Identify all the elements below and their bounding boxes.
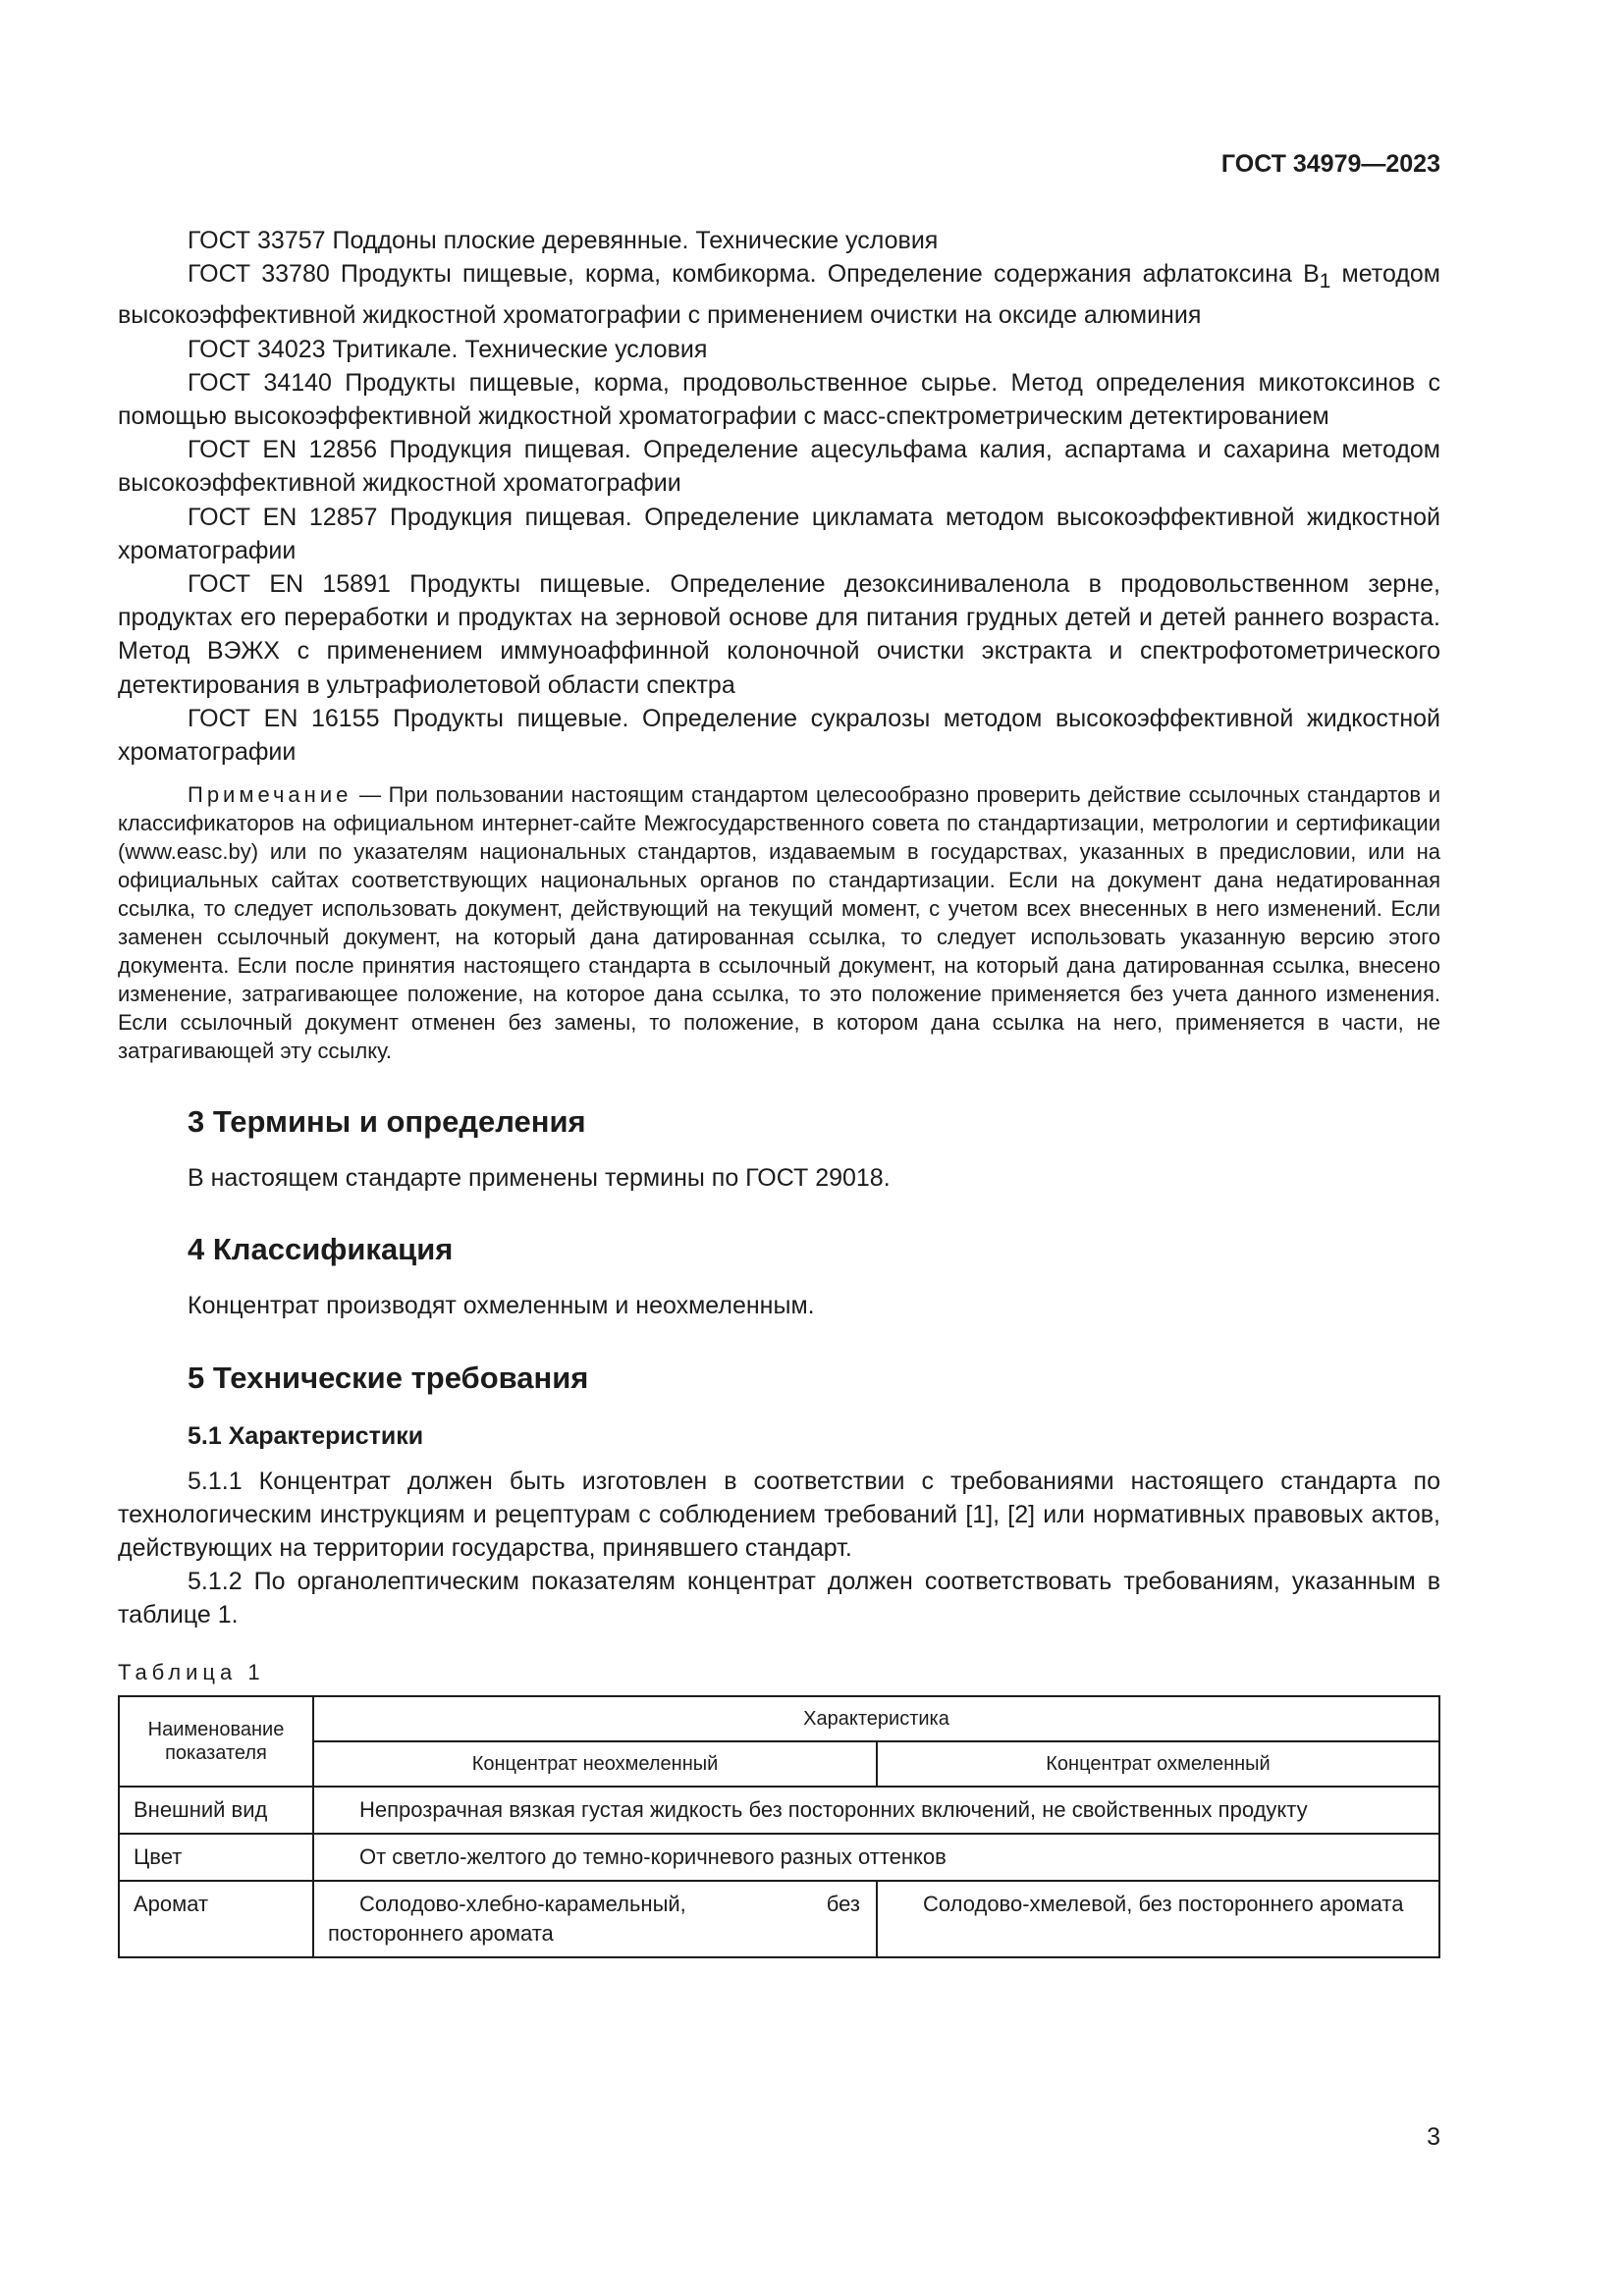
table-header-row [119, 1696, 1439, 1741]
reference-gost-en-12857: ГОСТ EN 12857 Продукция пищевая. Определение цикламата методом высокоэффективной жидкостной хроматографии [118, 503, 1440, 564]
section-3-heading: 3 Термины и определения [188, 1104, 586, 1140]
note-text: — При пользовании настоящим стандартом целесообразно проверить действие ссылочных стандартов и классификаторов на официальном интернет-сайте Межгосударственного совета по стандартизации, метрологии и сертификации (www.easc.by) или по указателям национальных стандартов, издаваемым в государствах, указанных в предисловии, или на официальных сайтах соответствующих национальных органов по стандартизации. Если на документ дана недатированная ссылка, то следует использовать документ, действующий на текущий момент, с учетом всех внесенных в него изменений. Если заменен ссылочный документ, на который дана датированная ссылка, то следует использовать указанную версию этого документа. Если после принятия настоящего стандарта в ссылочный документ, на который дана датированная ссылка, внесено изменение, затрагивающее положение, на которое дана ссылка, то это положение применяется без учета данного изменения. Если ссылочный документ отменен без замены, то положение, в котором дана ссылка на него, применяется в части, не затрагивающей эту ссылку. [118, 782, 1440, 1064]
subscript-index: 1 [1319, 270, 1331, 294]
table-row [119, 1787, 1439, 1834]
row-value-color: От светло-желтого до темно-коричневого разных оттенков [313, 1834, 1439, 1881]
reference-gost-en-15891: ГОСТ EN 15891 Продукты пищевые. Определение дезоксиниваленола в продовольственном зерне, продуктах его переработки и продуктах на зерновой основе для питания грудных детей и детей раннего возраста. Метод ВЭЖХ с применением иммуноаффинной колоночной очистки экстракта и спектрофотометрического детектирования в ультрафиолетовой области спектра [118, 570, 1440, 699]
table-head-unhopped: Концентрат неохмеленный [313, 1741, 877, 1787]
reference-gost-en-12856: ГОСТ EN 12856 Продукция пищевая. Определение ацесульфама калия, аспартама и сахарина методом высокоэффективной жидкостной хроматографии [118, 436, 1440, 498]
note-paragraph [118, 780, 1440, 1065]
page-content [118, 224, 1440, 1958]
table-caption: Таблица 1 [118, 1659, 265, 1684]
row-label-appearance: Внешний вид [119, 1787, 313, 1834]
reference-gost-34140: ГОСТ 34140 Продукты пищевые, корма, продовольственное сырье. Метод определения микотоксинов с помощью высокоэффективной жидкостной хроматографии с масс-спектрометрическим детектированием [118, 368, 1440, 431]
table-row [119, 1834, 1439, 1881]
paragraph-5-1-1: 5.1.1 Концентрат должен быть изготовлен в соответствии с требованиями настоящего стандарта по технологическим инструкциям и рецептурам с соблюдением требований [1], [2] или нормативных правовых актов, действующих на территории государства, принявшего стандарт. [118, 1467, 1440, 1563]
table-row [119, 1881, 1439, 1957]
table-1 [118, 1695, 1440, 1958]
section-3-text: В настоящем стандарте применены термины по ГОСТ 29018. [188, 1164, 891, 1193]
reference-gost-34023: ГОСТ 34023 Тритикале. Технические условия [188, 335, 708, 363]
reference-gost-33757: ГОСТ 33757 Поддоны плоские деревянные. Технические условия [188, 227, 939, 254]
reference-gost-en-16155: ГОСТ EN 16155 Продукты пищевые. Определение сукралозы методом высокоэффективной жидкостной хроматографии [118, 704, 1440, 767]
document-id-header: ГОСТ 34979—2023 [1220, 150, 1440, 178]
row-label-aroma: Аромат [119, 1881, 313, 1957]
table-head-hopped: Концентрат охмеленный [877, 1741, 1439, 1787]
row-value-appearance: Непрозрачная вязкая густая жидкость без посторонних включений, не свойственных продукту [313, 1787, 1439, 1834]
section-4-heading: 4 Классификация [188, 1232, 454, 1267]
section-5-heading: 5 Технические требования [188, 1360, 589, 1395]
note-label: Примечание [188, 782, 352, 808]
row-value-aroma-unhopped: Солодово-хлебно-карамельный, без постороннего аромата [313, 1881, 877, 1957]
reference-gost-33780 [118, 257, 1440, 332]
row-value-aroma-hopped: Солодово-хмелевой, без постороннего аромата [877, 1881, 1439, 1957]
page-number: 3 [1427, 2123, 1440, 2151]
table-subheader-row [119, 1741, 1439, 1787]
row-label-color: Цвет [119, 1834, 313, 1881]
section-4-text: Концентрат производят охмеленным и неохмеленным. [188, 1292, 815, 1320]
reference-gost-33780-text: ГОСТ 33780 Продукты пищевые, корма, комбикорма. Определение содержания афлатоксина B [188, 260, 1320, 289]
section-5-1-heading: 5.1 Характеристики [188, 1421, 424, 1450]
reference-gost-33780-tail: методом высокоэффективной жидкостной хроматографии с применением очистки на оксиде алюминия [118, 260, 1440, 330]
table-head-name: Наименование показателя [119, 1696, 313, 1787]
table-head-characteristic: Характеристика [313, 1696, 1439, 1741]
paragraph-5-1-2: 5.1.2 По органолептическим показателям концентрат должен соответствовать требованиям, указанным в таблице 1. [118, 1568, 1440, 1629]
